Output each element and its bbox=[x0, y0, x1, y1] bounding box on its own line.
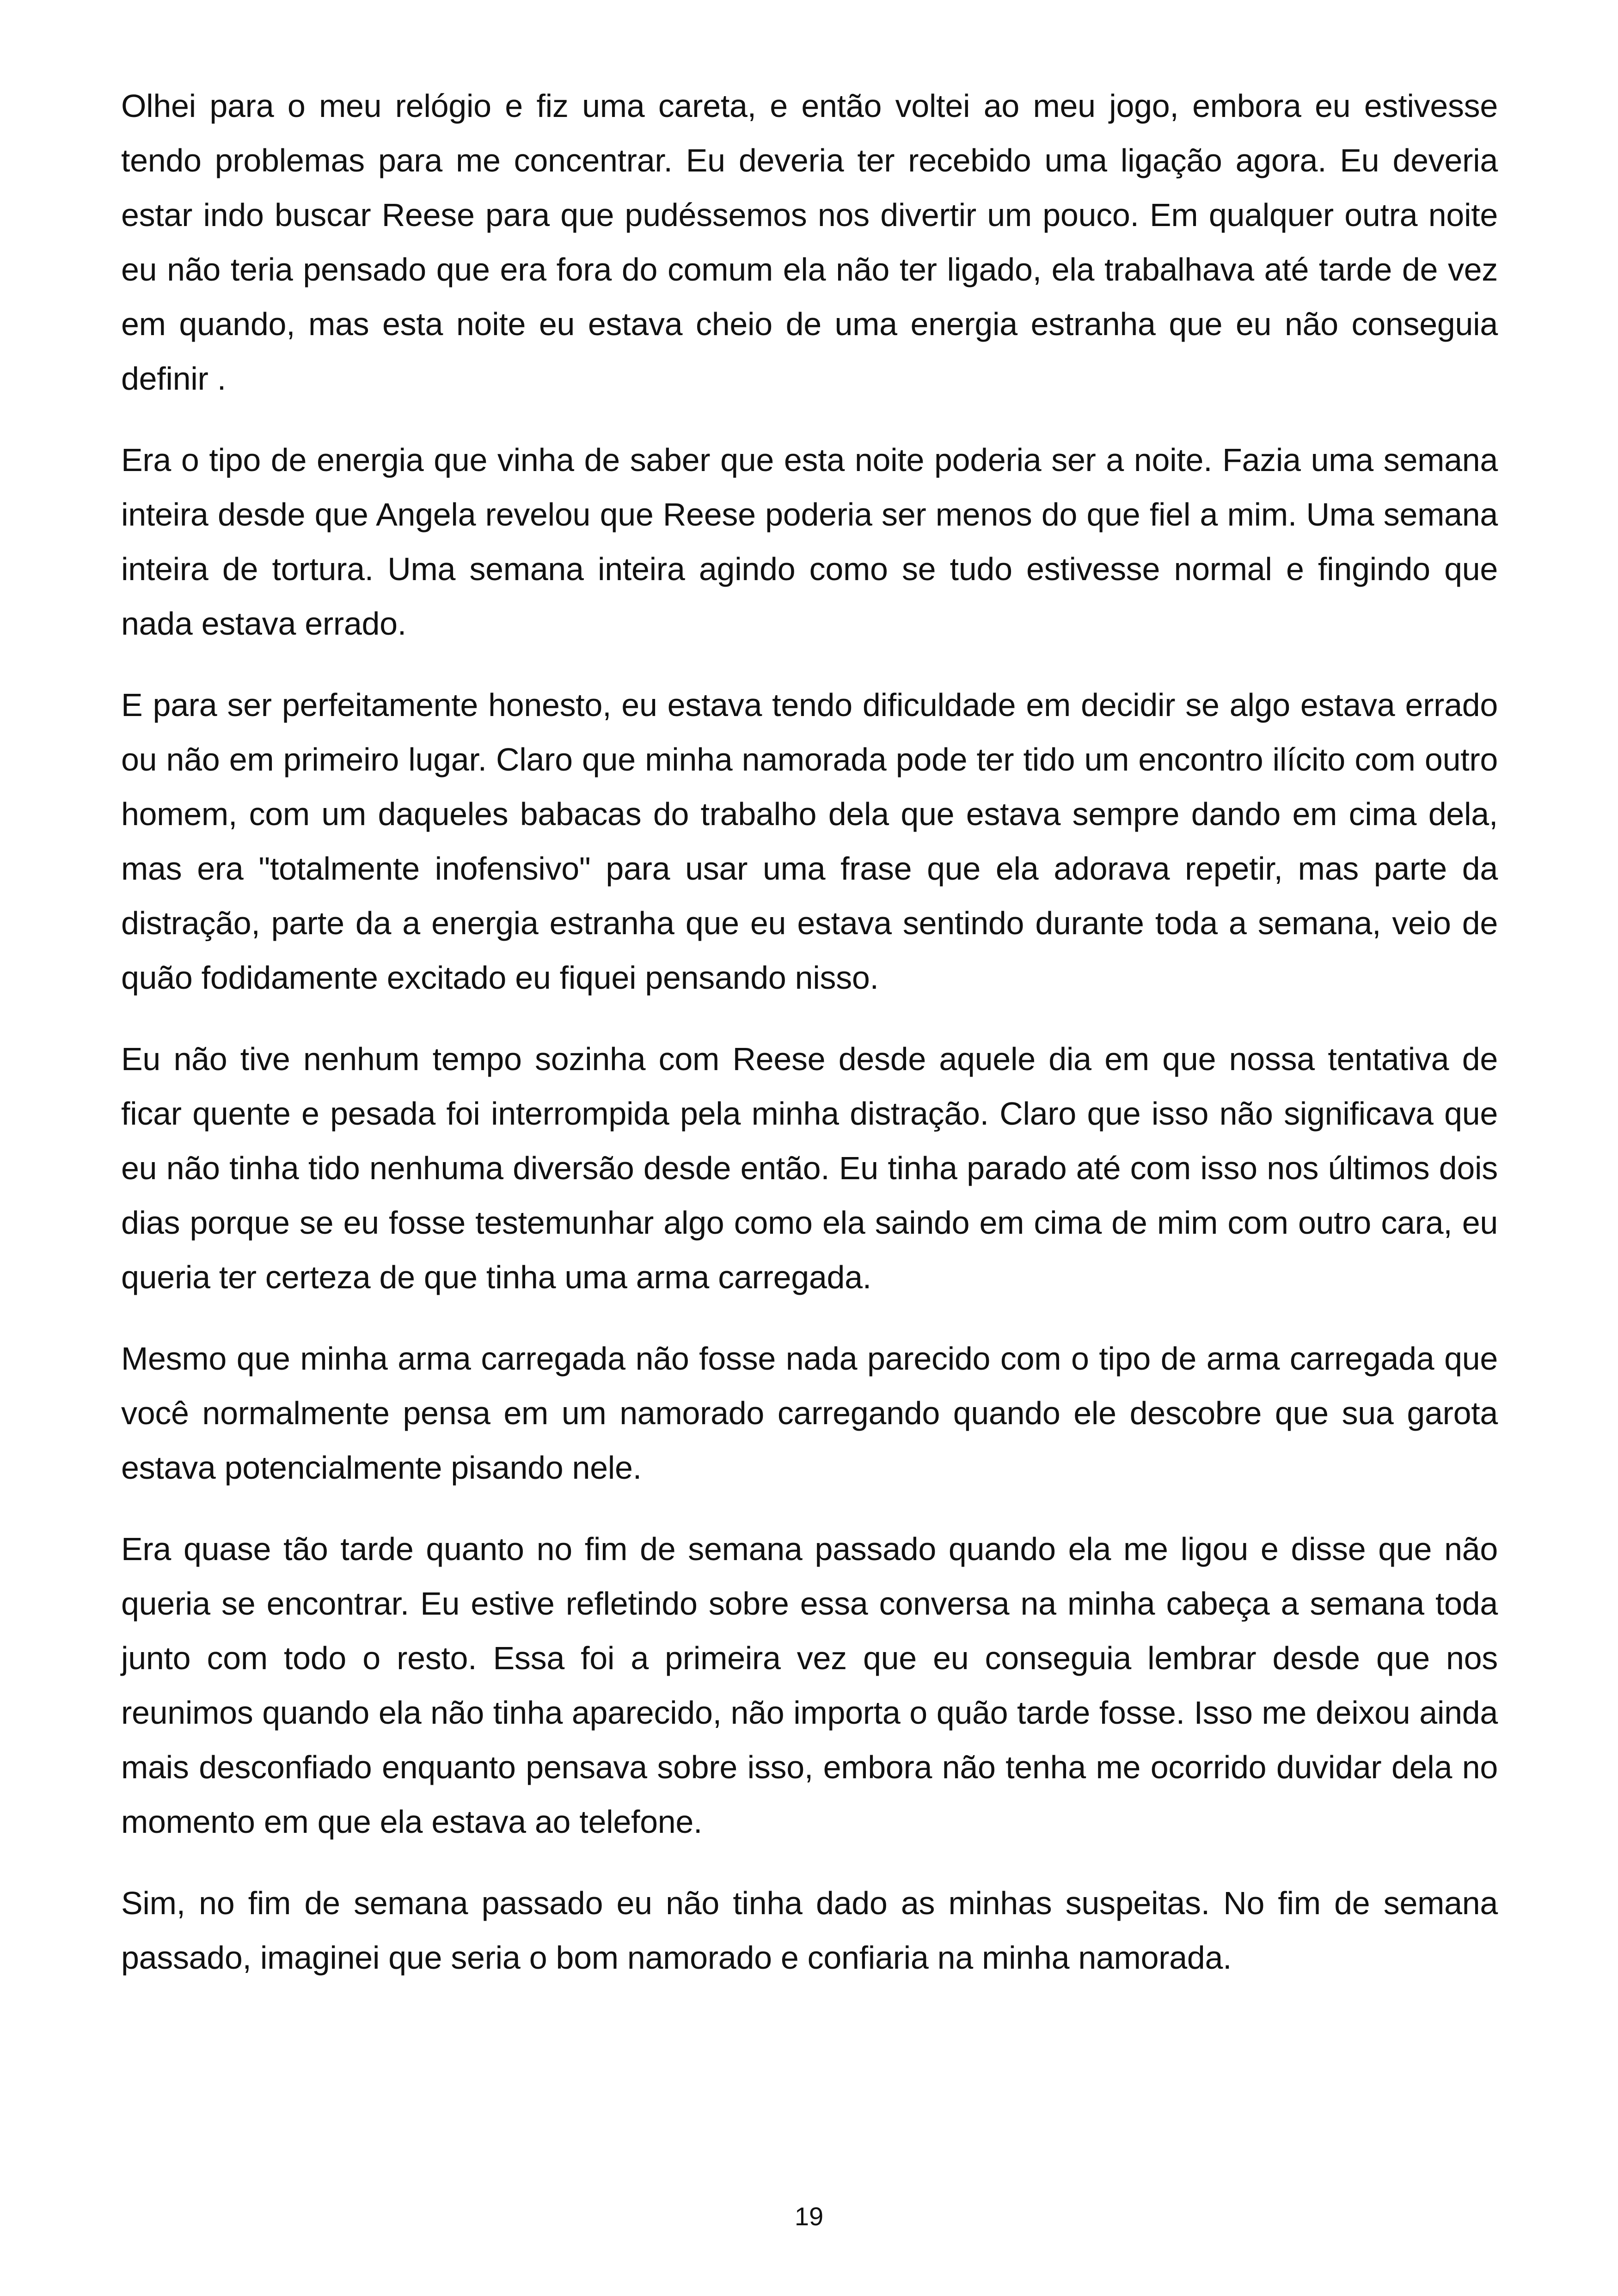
paragraph: Sim, no fim de semana passado eu não tinha dado as minhas suspeitas. No fim de semana passado, imaginei que seria o bom namorado e confiaria na minha namorada. bbox=[121, 1885, 1498, 1976]
paragraph: Olhei para o meu relógio e fiz uma careta, e então voltei ao meu jogo, embora eu estivesse tendo problemas para me concentrar. Eu deveria ter recebido uma ligação agora. Eu deveria estar indo buscar Reese para que pudéssemos nos divertir um pouco. Em qualquer outra noite eu não teria pensado que era fora do comum ela não ter ligado, ela trabalhava até tarde de vez em quando, mas esta noite eu estava cheio de uma energia estranha que eu não conseguia definir . bbox=[121, 88, 1498, 397]
page-body bbox=[121, 79, 1498, 2012]
paragraph: Era quase tão tarde quanto no fim de semana passado quando ela me ligou e disse que não queria se encontrar. Eu estive refletindo sobre essa conversa na minha cabeça a semana toda junto com todo o resto. Essa foi a primeira vez que eu conseguia lembrar desde que nos reunimos quando ela não tinha aparecido, não importa o quão tarde fosse. Isso me deixou ainda mais desconfiado enquanto pensava sobre isso, embora não tenha me ocorrido duvidar dela no momento em que ela estava ao telefone. bbox=[121, 1531, 1498, 1840]
paragraph: Eu não tive nenhum tempo sozinha com Reese desde aquele dia em que nossa tentativa de ficar quente e pesada foi interrompida pela minha distração. Claro que isso não significava que eu não tinha tido nenhuma diversão desde então. Eu tinha parado até com isso nos últimos dois dias porque se eu fosse testemunhar algo como ela saindo em cima de mim com outro cara, eu queria ter certeza de que tinha uma arma carregada. bbox=[121, 1041, 1498, 1295]
paragraph: Mesmo que minha arma carregada não fosse nada parecido com o tipo de arma carregada que você normalmente pensa em um namorado carregando quando ele descobre que sua garota estava potencialmente pisando nele. bbox=[121, 1341, 1498, 1486]
paragraph: E para ser perfeitamente honesto, eu estava tendo dificuldade em decidir se algo estava errado ou não em primeiro lugar. Claro que minha namorada pode ter tido um encontro ilícito com outro homem, com um daqueles babacas do trabalho dela que estava sempre dando em cima dela, mas era "totalmente inofensivo" para usar uma frase que ela adorava repetir, mas parte da distração, parte da a energia estranha que eu estava sentindo durante toda a semana, veio de quão fodidamente excitado eu fiquei pensando nisso. bbox=[121, 687, 1498, 996]
page-number: 19 bbox=[794, 2202, 824, 2231]
paragraph: Era o tipo de energia que vinha de saber que esta noite poderia ser a noite. Fazia uma semana inteira desde que Angela revelou que Reese poderia ser menos do que fiel a mim. Uma semana inteira de tortura. Uma semana inteira agindo como se tudo estivesse normal e fingindo que nada estava errado. bbox=[121, 442, 1498, 642]
